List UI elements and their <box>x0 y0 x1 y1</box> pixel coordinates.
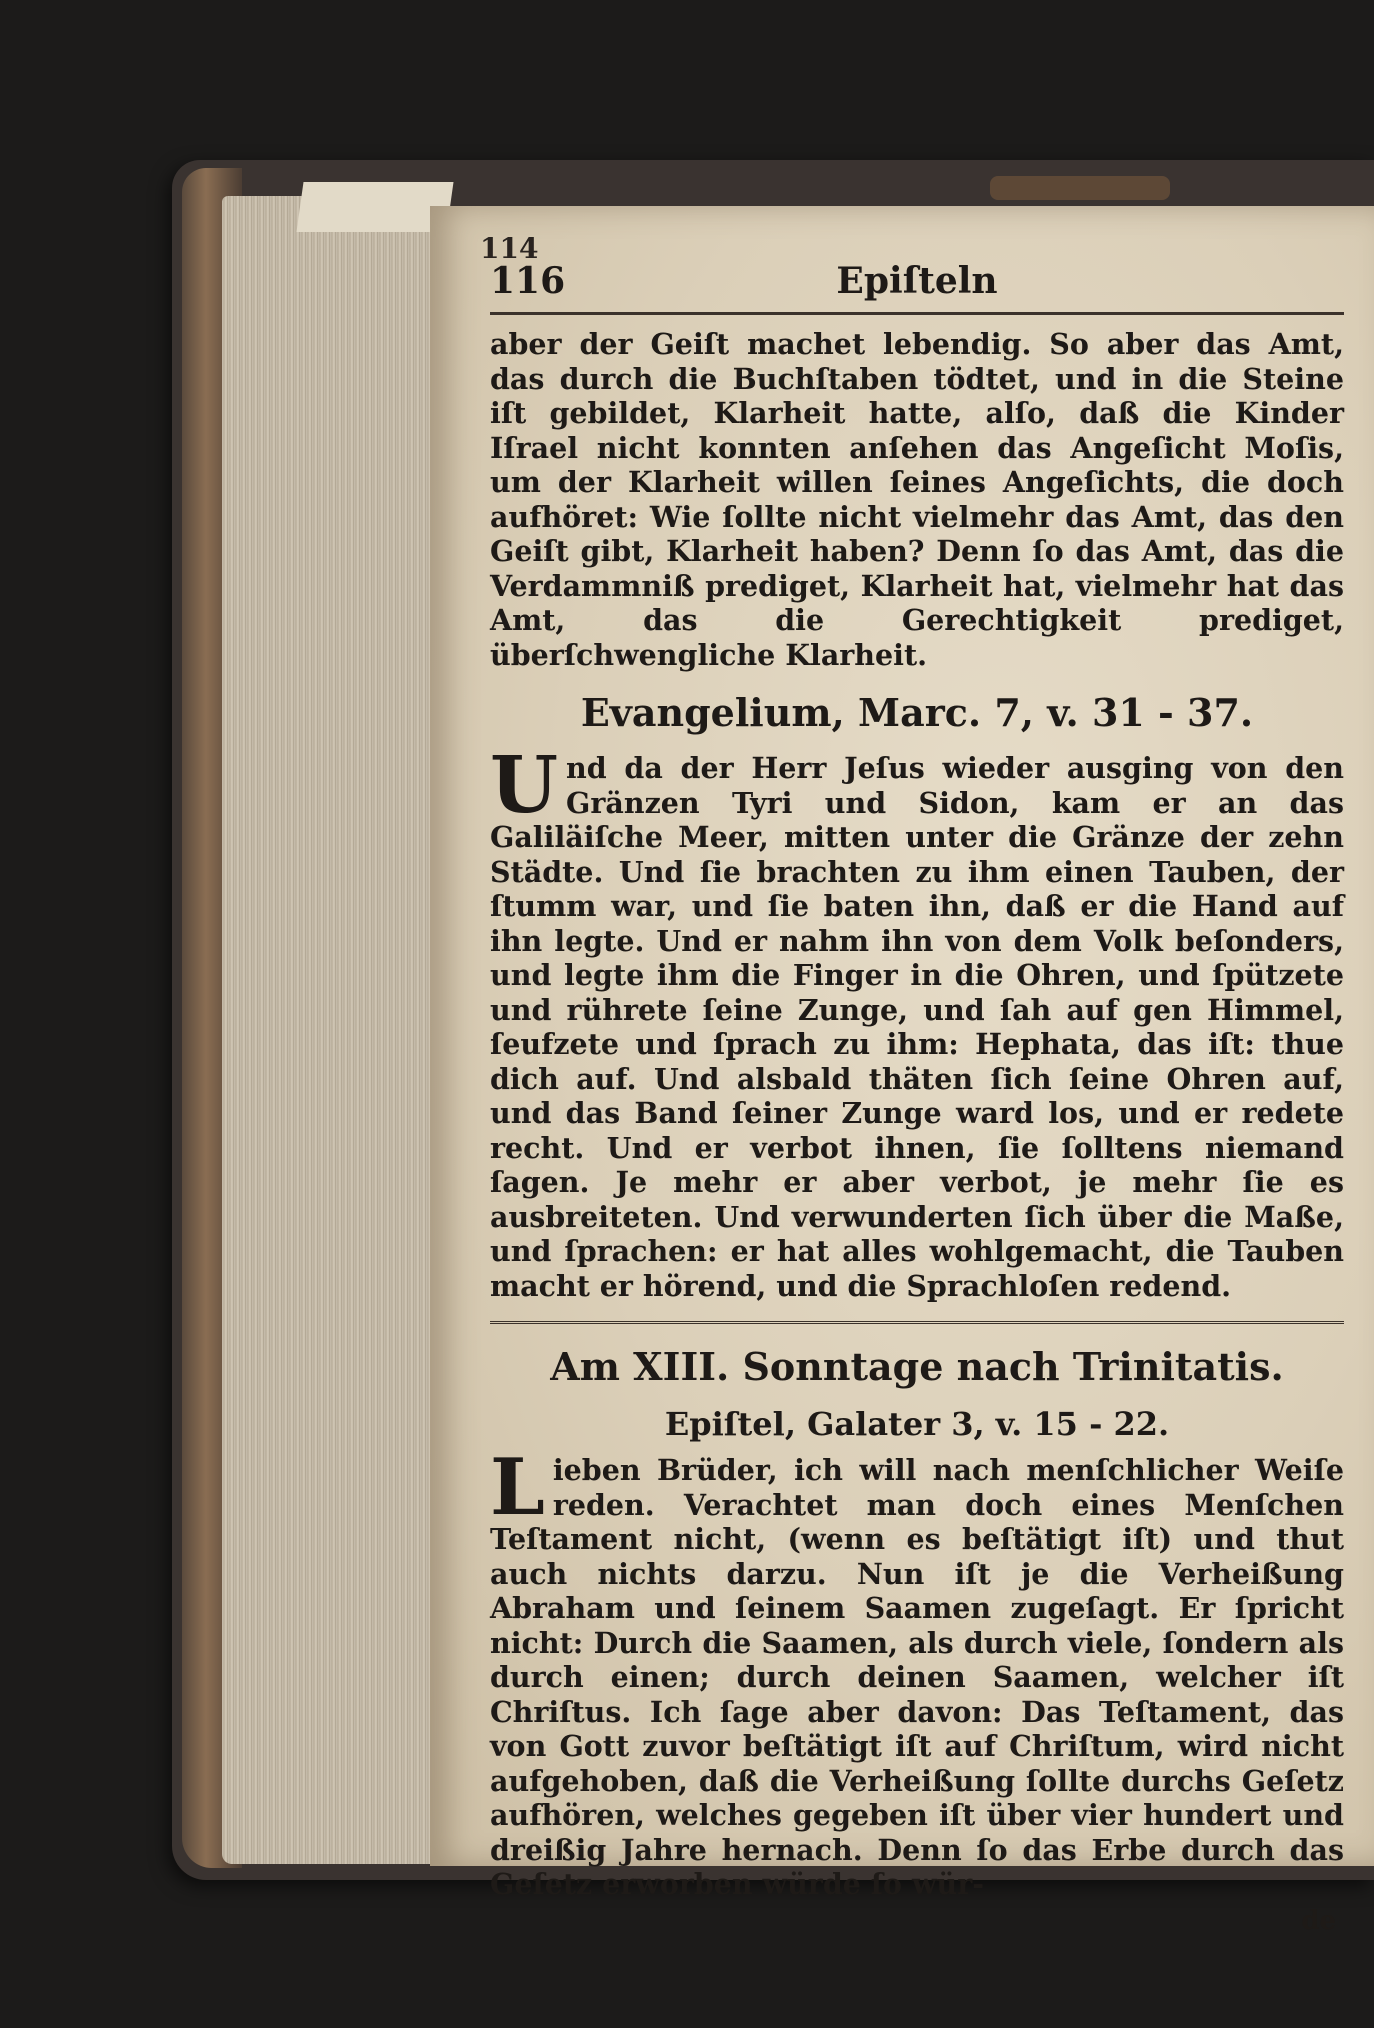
header-rule <box>490 312 1344 315</box>
epistle-text: ieben Brüder, ich will nach menſchlicher Weiſe reden. Verachtet man doch eines Menſchen Teſtament nicht, (wenn es beſtätigt iſt) und thut auch nichts darzu. Nun iſt je die Verheißung Abraham und ſeinem Saamen zugeſagt. Er ſpricht nicht: Durch die Saamen, als durch viele, ſondern als durch einen; durch deinen Saamen, welcher iſt Chriſtus. Ich ſage aber davon: Das Teſtament, das von Gott zuvor beſtätigt iſt auf Chriſtum, wird nicht aufgehoben, daß die Verheißung ſollte durchs Geſetz aufhören, welches gegeben iſt über vier hundert und dreißig Jahre hernach. Denn ſo das Erbe durch das Geſetz erworben würde ſo wür- <box>490 1453 1344 1901</box>
page-content <box>480 232 1344 1936</box>
gospel-text: nd da der Herr Jeſus wieder ausging von den Gränzen Tyri und Sidon, kam er an das Galiläiſche Meer, mitten unter die Gränze der zehn Städte. Und ſie brachten zu ihm einen Tauben, der ſtumm war, und ſie baten ihn, daß er die Hand auf ihn legte. Und er nahm ihn von dem Volk beſonders, und legte ihm die Finger in die Ohren, und ſpützete und rührete ſeine Zunge, und ſah auf gen Himmel, ſeufzete und ſprach zu ihm: Hephata, das iſt: thue dich auf. Und alsbald thäten ſich ſeine Ohren auf, und das Band ſeiner Zunge ward los, und er redete recht. Und er verbot ihnen, ſie ſolltens niemand ſagen. Je mehr er aber verbot, je mehr ſie es ausbreiteten. Und verwunderten ſich über die Maße, und ſprachen: er hat alles wohlgemacht, die Tauben macht er hörend, und die Sprachloſen redend. <box>490 751 1344 1303</box>
section-divider <box>490 1321 1344 1326</box>
running-title: Epiſteln <box>836 260 998 302</box>
epistle-title: Epiſtel, Galater 3, v. 15 - 22. <box>664 1405 1170 1443</box>
continuation-paragraph: aber der Geiſt machet lebendig. So aber das Amt, das durch die Buchſtaben tödtet, und in die Steine iſt gebildet, Klarheit hatte, alſo, daß die Kinder Iſrael nicht konnten anſehen das Angeſicht Moſis, um der Klarheit willen ſeines Angeſichts, die doch aufhöret: Wie ſollte nicht vielmehr das Amt, das den Geiſt gibt, Klarheit haben? Denn ſo das Amt, das die Verdammniß prediget, Klarheit hat, vielmehr hat das Amt, das die Gerechtigkeit prediget, überſchwengliche Klarheit. <box>490 327 1344 672</box>
gospel-dropcap: U <box>490 740 559 831</box>
catchword: de <box>1301 1905 1336 1936</box>
page-number: 116 <box>490 260 566 302</box>
page-header <box>480 232 1344 312</box>
epistle-paragraph <box>490 1442 1344 1902</box>
page-number-handwritten: 114 <box>480 232 539 265</box>
gospel-paragraph <box>490 740 1344 1303</box>
page-edges <box>222 196 432 1864</box>
sunday-title: Am XIII. Sonntage nach Trinitatis. <box>550 1344 1284 1389</box>
gospel-title: Evangelium, Marc. 7, v. 31 - 37. <box>580 690 1254 735</box>
wear-mark <box>990 176 1170 200</box>
epistle-dropcap: L <box>490 1442 545 1533</box>
